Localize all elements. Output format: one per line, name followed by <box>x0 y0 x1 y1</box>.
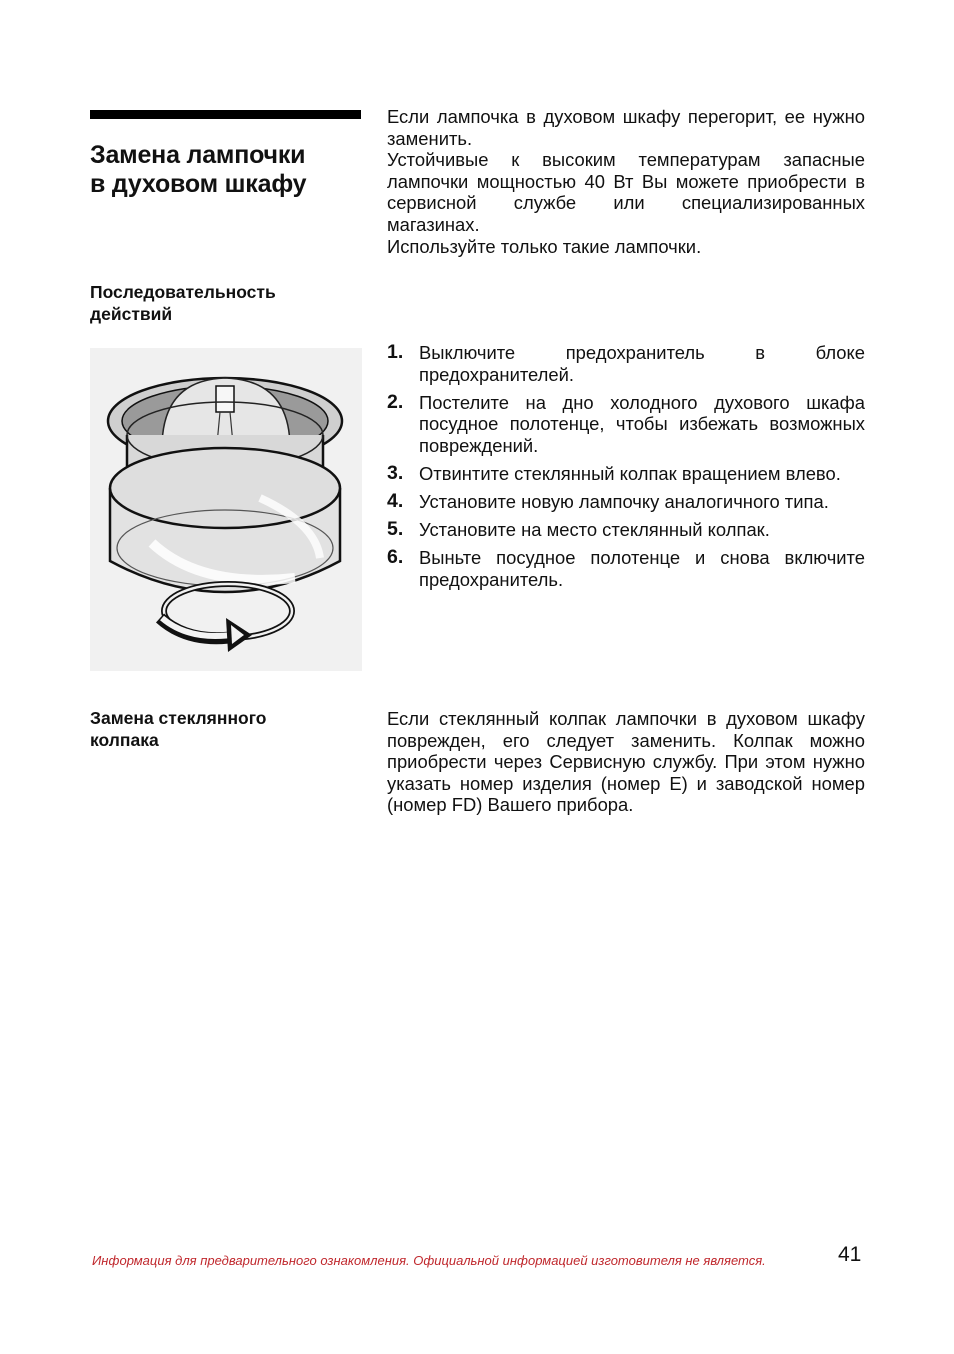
intro-paragraph-2: Устойчивые к высоким температурам запасные лампочки мощностью 40 Вт Вы можете приобрести в сервисной службе или специализированных магазинах. <box>387 149 865 235</box>
page-number: 41 <box>838 1243 862 1266</box>
step-number: 6. <box>387 546 404 569</box>
procedure-step <box>387 519 865 541</box>
section-title-line-1: Замена лампочки <box>90 140 306 169</box>
section-rule <box>90 110 361 119</box>
lamp-cover-figure <box>90 348 362 671</box>
step-number: 1. <box>387 341 404 363</box>
procedure-heading-line-1: Последовательность <box>90 282 276 302</box>
procedure-step <box>387 392 865 457</box>
step-text: Отвинтите стеклянный колпак вращением влево. <box>419 462 841 484</box>
cover-text: Если стеклянный колпак лампочки в духовом шкафу поврежден, его следует заменить. Колпак можно приобрести через Сервисную службу. При этом нужно указать номер изделия (номер E) и заводской номер (номер FD) Вашего прибора. <box>387 708 865 816</box>
step-text: Установите на место стеклянный колпак. <box>419 519 770 541</box>
procedure-step <box>387 491 865 513</box>
step-text: Установите новую лампочку аналогичного типа. <box>419 491 829 513</box>
procedure-heading <box>90 282 360 325</box>
step-text: Постелите на дно холодного духового шкафа посудное полотенце, чтобы избежать возможных повреждений. <box>419 391 865 456</box>
intro-paragraph-1: Если лампочка в духовом шкафу перегорит, ее нужно заменить. <box>387 106 865 149</box>
cover-heading-line-2: колпака <box>90 729 159 750</box>
step-text: Выньте посудное полотенце и снова включите предохранитель. <box>419 547 865 590</box>
step-number: 4. <box>387 490 404 513</box>
intro-paragraph-3: Используйте только такие лампочки. <box>387 235 702 257</box>
cover-heading <box>90 708 360 751</box>
lamp-cover-unscrew-icon <box>90 348 362 671</box>
cover-heading-line-1: Замена стеклянного <box>90 708 267 728</box>
step-number: 3. <box>387 461 404 484</box>
procedure-step <box>387 547 865 590</box>
section-title-line-2: в духовом шкафу <box>90 169 307 198</box>
procedure-steps-list <box>387 342 865 597</box>
procedure-heading-line-2: действий <box>90 303 173 324</box>
step-text: Выключите предохранитель в блоке предохранителей. <box>419 342 865 385</box>
intro-text <box>387 106 865 257</box>
step-number: 2. <box>387 390 404 413</box>
section-title <box>90 141 370 199</box>
procedure-step <box>387 342 865 385</box>
step-number: 5. <box>387 518 404 541</box>
footer-disclaimer: Информация для предварительного ознакомления. Официальной информацией изготовителя не является. <box>92 1253 766 1268</box>
procedure-step <box>387 463 865 485</box>
